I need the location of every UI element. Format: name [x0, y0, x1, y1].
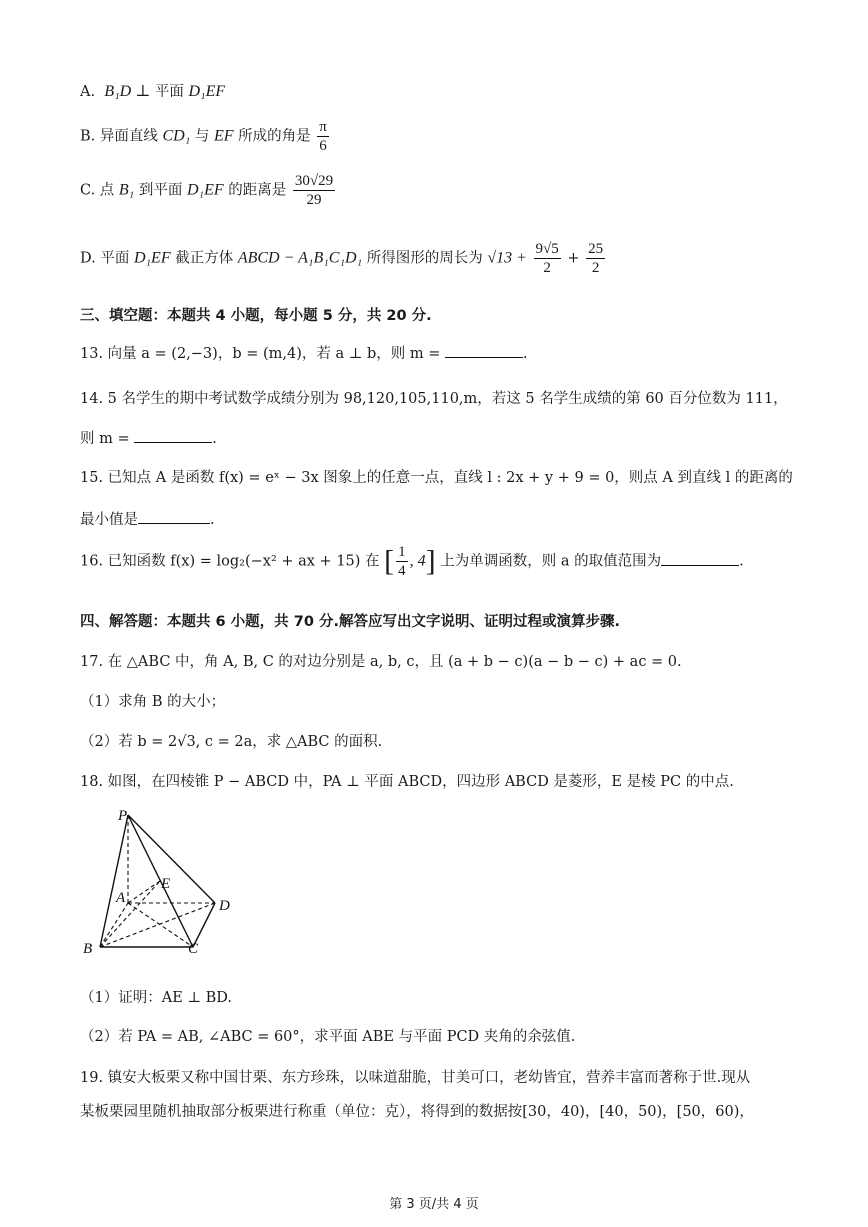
q13-answer-blank[interactable]	[445, 345, 523, 358]
q16-fraction	[396, 543, 408, 580]
option-d-text2: 截正方体	[175, 250, 234, 267]
option-d-plus: +	[567, 250, 580, 267]
q15-line2-text: 最小值是	[80, 512, 138, 528]
q15-end: .	[210, 512, 215, 528]
option-d-text3: 所得图形的周长为	[366, 250, 483, 267]
question-17-part-2: （2）若 b = 2√3, c = 2a，求 △ABC 的面积.	[80, 734, 383, 750]
question-18-part-2: （2）若 PA = AB, ∠ABC = 60°，求平面 ABE 与平面 PCD 夹角的余弦值.	[80, 1029, 576, 1045]
option-c-text1: 点	[99, 182, 115, 199]
option-c-text2: 到平面	[138, 182, 183, 199]
q16-frac-num: 1	[398, 544, 406, 560]
label-c: C	[188, 941, 199, 957]
option-b-fraction	[317, 118, 329, 155]
option-a	[80, 80, 225, 101]
question-17-stem: 17. 在 △ABC 中，角 A, B, C 的对边分别是 a, b, c，且 (a + b − c)(a − b − c) + ac = 0.	[80, 654, 682, 670]
option-a-label: A.	[80, 84, 96, 100]
option-c-math1: B₁	[118, 181, 135, 199]
option-c-frac-den: 29	[306, 192, 322, 208]
question-14-line1: 14. 5 名学生的期中考试数学成绩分别为 98,120,105,110,m，若这 5 名学生成绩的第 60 百分位数为 111，	[80, 391, 788, 407]
option-b-text3: 所成的角是	[238, 128, 311, 145]
option-b-math2: EF	[214, 127, 234, 145]
q14-answer-blank[interactable]	[134, 430, 212, 443]
question-19-line2: 某板栗园里随机抽取部分板栗进行称重（单位：克），将得到的数据按[30，40)，[40，50)，[50，60)，	[80, 1104, 754, 1120]
pyramid-figure	[78, 800, 248, 960]
q16-frac-den: 4	[398, 563, 406, 579]
option-d-frac2-den: 2	[591, 260, 600, 276]
q13-end: .	[522, 346, 528, 362]
option-d-math2: ABCD − A₁B₁C₁D₁	[237, 249, 363, 267]
page-footer: 第 3 页/共 4 页	[389, 1197, 479, 1212]
option-b-math1: CD₁	[162, 127, 191, 145]
option-d-fraction-2	[586, 240, 605, 277]
option-d-frac2-num: 25	[588, 241, 604, 257]
option-d-fraction-1	[534, 240, 561, 277]
label-p: P	[118, 808, 128, 824]
q16-after-frac: , 4	[409, 552, 426, 570]
option-a-math2: D₁EF	[188, 83, 226, 100]
q13-text: 13. 向量 a = (2,−3)，b = (m,4)，若 a ⊥ b，则 m =	[80, 346, 441, 362]
label-b: B	[83, 941, 93, 957]
question-13	[80, 342, 528, 363]
question-15-line1: 15. 已知点 A 是函数 f(x) = eˣ − 3x 图象上的任意一点，直线 l : 2x + y + 9 = 0，则点 A 到直线 l 的距离的	[80, 470, 793, 486]
option-d-frac1-num: 9√5	[535, 241, 559, 257]
option-c-math2: D₁EF	[186, 181, 224, 199]
q16-end: .	[739, 553, 744, 570]
q14-end: .	[212, 431, 217, 447]
option-c-text3: 的距离是	[228, 182, 287, 199]
section-4-title: 四、解答题：本题共 6 小题，共 70 分.解答应写出文字说明、证明过程或演算步骤.	[80, 614, 620, 630]
q15-answer-blank[interactable]	[138, 511, 210, 524]
section-3-title: 三、填空题：本题共 4 小题，每小题 5 分，共 20 分.	[80, 308, 432, 324]
option-b-label: B.	[80, 128, 96, 145]
q16-answer-blank[interactable]	[661, 553, 739, 566]
option-b-frac-num: π	[319, 119, 327, 135]
option-c-frac-num: 30√29	[294, 173, 334, 189]
question-18-part-1: （1）证明：AE ⊥ BD.	[80, 990, 233, 1006]
question-18-stem: 18. 如图，在四棱锥 P − ABCD 中，PA ⊥ 平面 ABCD，四边形 ABCD 是菱形，E 是棱 PC 的中点.	[80, 774, 734, 790]
q16-post: 上为单调函数，则 a 的取值范围为	[440, 553, 662, 570]
q16-right-bracket: ]	[425, 544, 436, 578]
question-14-line2	[80, 427, 217, 448]
option-b-text2: 与	[194, 128, 210, 145]
option-d-frac1-den: 2	[543, 260, 551, 276]
q16-pre: 16. 已知函数 f(x) = log₂(−x² + ax + 15) 在	[80, 553, 380, 570]
option-c-label: C.	[80, 182, 96, 199]
option-d-label: D.	[80, 250, 96, 267]
q16-left-bracket: [	[384, 544, 395, 578]
question-19-line1: 19. 镇安大板栗又称中国甘栗、东方珍珠，以味道甜脆，甘美可口，老幼皆宜，营养丰富而著称于世.现从	[80, 1070, 751, 1086]
question-15-line2	[80, 508, 215, 529]
label-a: A	[116, 890, 126, 906]
option-b	[80, 118, 331, 155]
option-d	[80, 240, 607, 277]
option-d-math1: D₁EF	[133, 249, 171, 267]
option-c	[80, 172, 337, 209]
q14-line2-text: 则 m =	[80, 431, 130, 447]
label-e: E	[161, 876, 171, 892]
option-a-math1: B₁D ⊥	[104, 83, 151, 100]
option-d-text1: 平面	[100, 250, 130, 267]
option-b-frac-den: 6	[319, 138, 327, 154]
option-b-text1: 异面直线	[99, 128, 158, 145]
option-c-fraction	[293, 172, 335, 209]
question-17-part-1: （1）求角 B 的大小；	[80, 694, 226, 710]
option-a-text1: 平面	[154, 84, 184, 100]
option-d-term1: √13 +	[487, 249, 527, 267]
label-d: D	[219, 898, 230, 914]
question-16	[80, 543, 744, 580]
